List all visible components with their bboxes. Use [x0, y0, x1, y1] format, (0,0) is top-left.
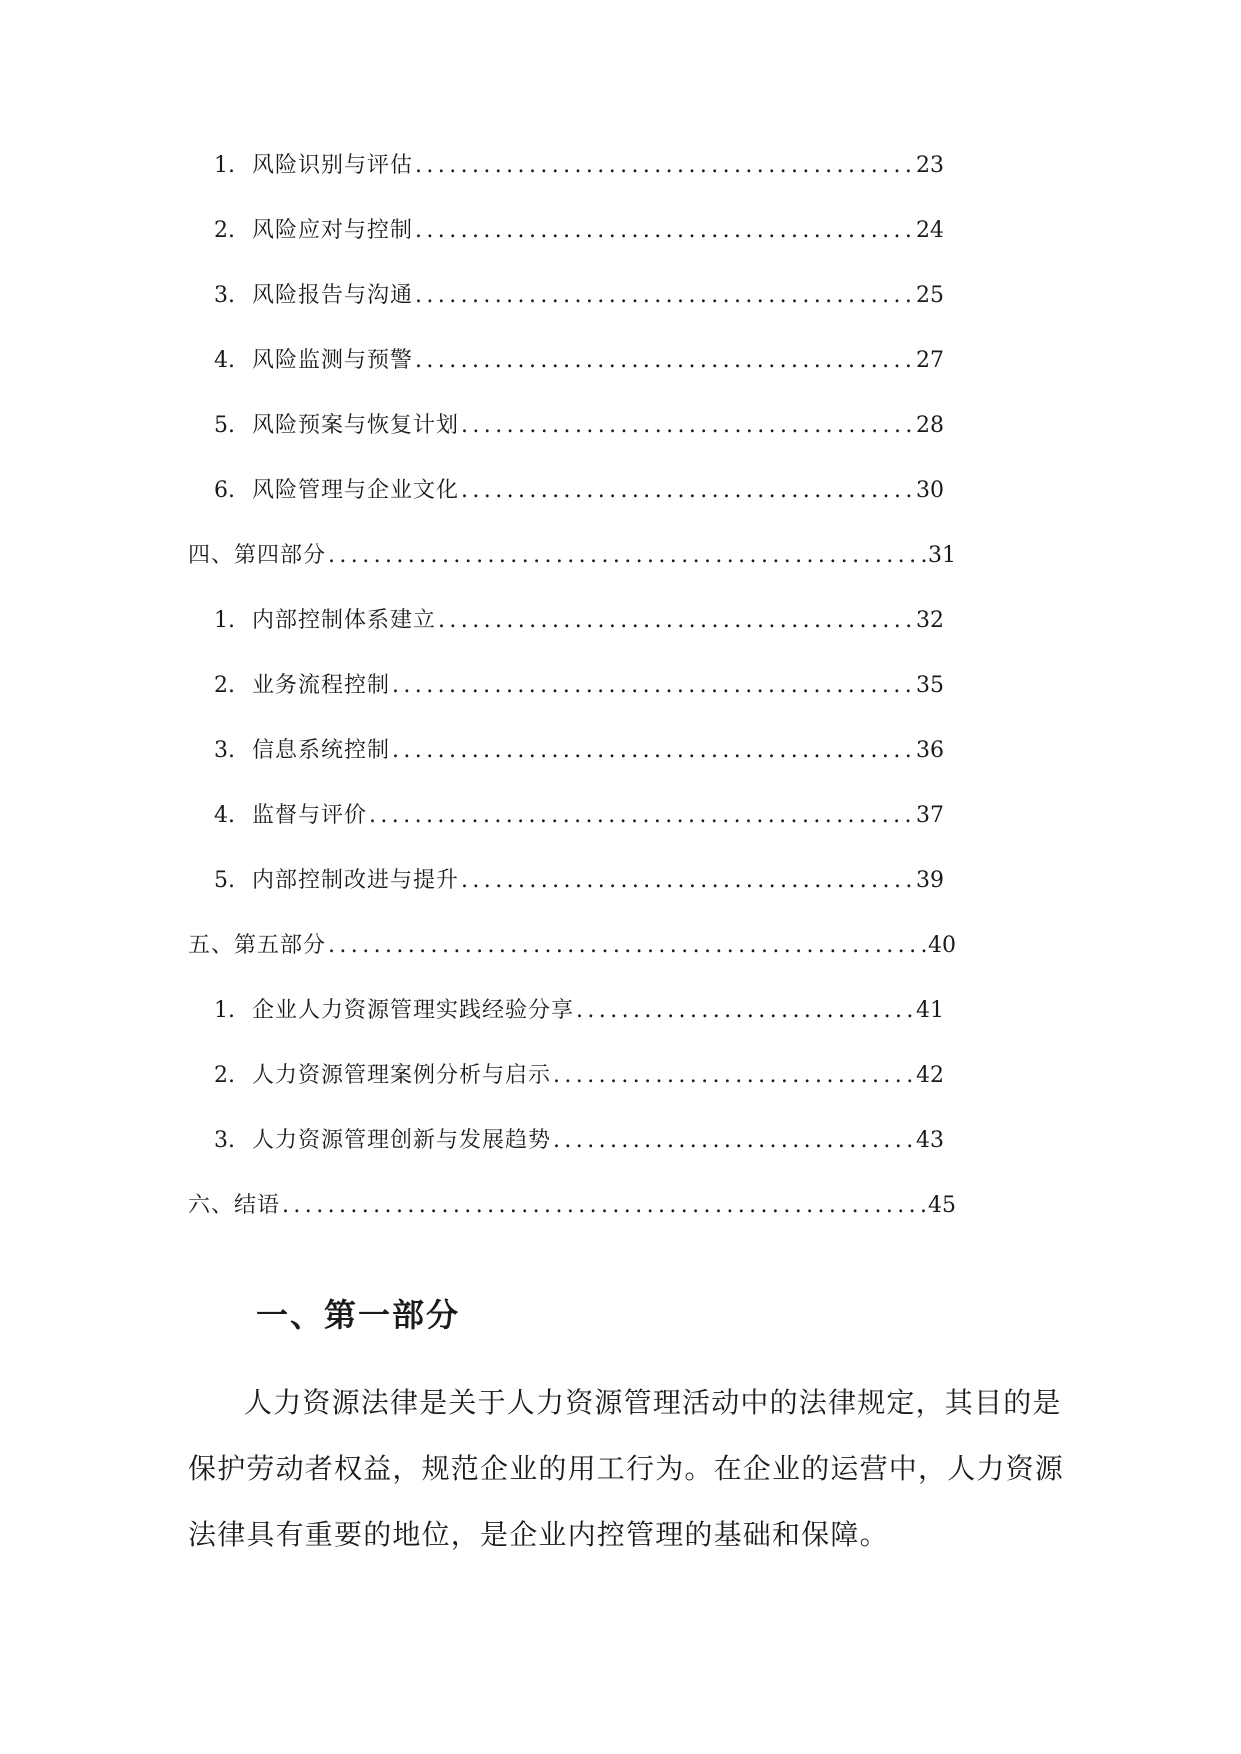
toc-entry[interactable] [214, 666, 944, 706]
toc-entry-page: 24 [916, 218, 944, 243]
toc-entry-number: 2. [214, 1063, 235, 1088]
toc-section-entry[interactable] [188, 926, 956, 966]
toc-entry-number: 1. [214, 608, 235, 633]
toc-entry-page: 43 [916, 1128, 944, 1153]
section-heading: 一、第一部分 [256, 1296, 461, 1334]
toc-entry-number: 6. [214, 478, 235, 503]
toc-entry[interactable] [214, 861, 944, 901]
toc-entry-number: 2. [214, 218, 235, 243]
toc-entry-number: 1. [214, 153, 235, 178]
toc-entry-number: 1. [214, 998, 235, 1023]
toc-entry-title: 监督与评价 [252, 803, 368, 828]
toc-dot-leader [415, 146, 914, 186]
toc-section-entry[interactable] [188, 1186, 956, 1226]
toc-entry[interactable] [214, 211, 944, 251]
toc-entry-number: 3. [214, 1128, 235, 1153]
toc-dot-leader [415, 341, 914, 381]
toc-dot-leader [392, 731, 914, 771]
toc-entry[interactable] [214, 1056, 944, 1096]
toc-entry-number: 5. [214, 868, 235, 893]
toc-entry-title: 人力资源管理创新与发展趋势 [252, 1128, 552, 1153]
toc-entry-page: 30 [916, 478, 944, 503]
toc-dot-leader [553, 1056, 914, 1096]
toc-entry-title: 六、结语 [188, 1193, 281, 1218]
toc-entry-number: 4. [214, 348, 235, 373]
toc-dot-leader [369, 796, 914, 836]
toc-dot-leader [415, 276, 914, 316]
toc-entry[interactable] [214, 146, 944, 186]
toc-entry[interactable] [214, 796, 944, 836]
toc-entry-title: 风险识别与评估 [252, 153, 414, 178]
toc-dot-leader [576, 991, 914, 1031]
toc-entry-number: 2. [214, 673, 235, 698]
toc-entry-page: 36 [916, 738, 944, 763]
toc-section-entry[interactable] [188, 536, 956, 576]
toc-entry-number: 4. [214, 803, 235, 828]
toc-entry[interactable] [214, 731, 944, 771]
toc-entry-title: 风险报告与沟通 [252, 283, 414, 308]
toc-entry-page: 39 [916, 868, 944, 893]
toc-entry-title: 企业人力资源管理实践经验分享 [252, 998, 575, 1023]
toc-dot-leader [438, 601, 914, 641]
toc-entry-page: 32 [916, 608, 944, 633]
toc-entry[interactable] [214, 1121, 944, 1161]
toc-entry-page: 37 [916, 803, 944, 828]
toc-entry-title: 内部控制体系建立 [252, 608, 437, 633]
toc-entry-page: 23 [916, 153, 944, 178]
toc-entry-title: 风险监测与预警 [252, 348, 414, 373]
toc-entry[interactable] [214, 341, 944, 381]
toc-entry[interactable] [214, 991, 944, 1031]
toc-entry-page: 41 [916, 998, 944, 1023]
toc-entry-title: 风险预案与恢复计划 [252, 413, 460, 438]
toc-dot-leader [461, 861, 914, 901]
toc-entry-title: 五、第五部分 [188, 933, 327, 958]
toc-entry-number: 5. [214, 413, 235, 438]
toc-dot-leader [328, 926, 926, 966]
toc-entry-number: 3. [214, 738, 235, 763]
toc-entry-page: 28 [916, 413, 944, 438]
toc-entry-title: 风险管理与企业文化 [252, 478, 460, 503]
section-body-paragraph: 人力资源法律是关于人力资源管理活动中的法律规定，其目的是保护劳动者权益，规范企业的用工行为。在企业的运营中，人力资源法律具有重要的地位，是企业内控管理的基础和保障。 [188, 1386, 1065, 1551]
toc-entry-title: 人力资源管理案例分析与启示 [252, 1063, 552, 1088]
toc-entry-page: 25 [916, 283, 944, 308]
toc-entry-title: 信息系统控制 [252, 738, 391, 763]
toc-entry[interactable] [214, 406, 944, 446]
toc-entry-page: 45 [928, 1193, 956, 1218]
toc-entry-page: 31 [928, 543, 956, 568]
toc-entry-page: 40 [928, 933, 956, 958]
toc-entry[interactable] [214, 471, 944, 511]
toc-entry-page: 42 [916, 1063, 944, 1088]
toc-entry-title: 内部控制改进与提升 [252, 868, 460, 893]
toc-dot-leader [328, 536, 926, 576]
toc-entry-title: 风险应对与控制 [252, 218, 414, 243]
toc-entry-title: 业务流程控制 [252, 673, 391, 698]
toc-dot-leader [282, 1186, 926, 1226]
toc-entry-number: 3. [214, 283, 235, 308]
toc-dot-leader [415, 211, 914, 251]
toc-dot-leader [553, 1121, 914, 1161]
toc-dot-leader [392, 666, 914, 706]
toc-entry-page: 27 [916, 348, 944, 373]
toc-dot-leader [461, 471, 914, 511]
toc-entry[interactable] [214, 601, 944, 641]
toc-entry-page: 35 [916, 673, 944, 698]
toc-entry[interactable] [214, 276, 944, 316]
toc-dot-leader [461, 406, 914, 446]
toc-entry-title: 四、第四部分 [188, 543, 327, 568]
